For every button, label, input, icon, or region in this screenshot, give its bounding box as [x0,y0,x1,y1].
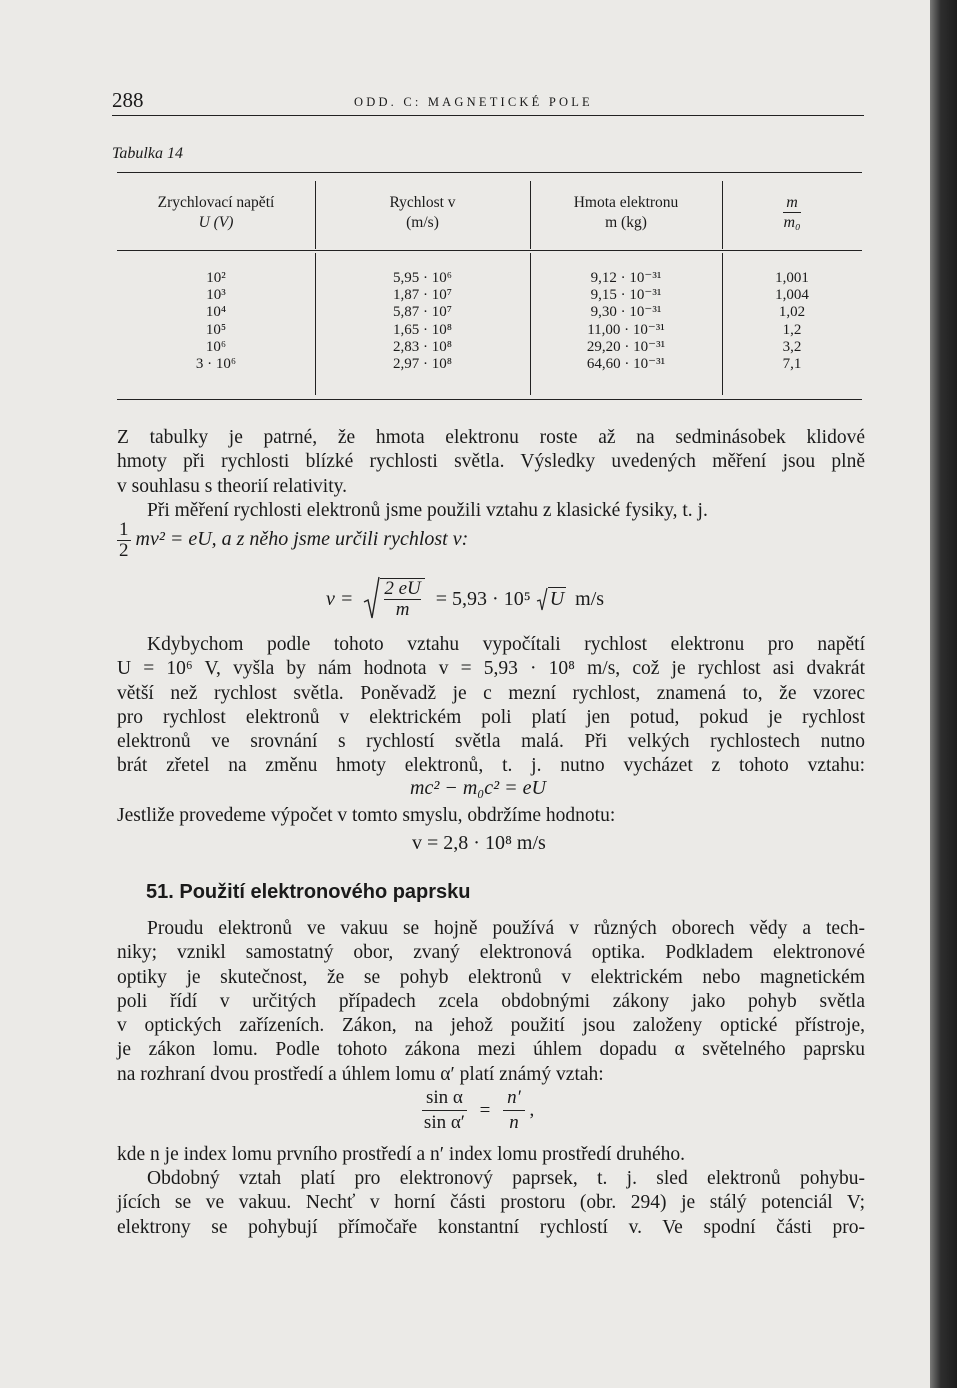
header-ratio [722,193,862,233]
snell-left-denominator: sin α′ [423,1112,465,1133]
text-line: Kdybychom podle tohoto vztahu vypočítali rychlost elektronu pro napětí [147,634,865,655]
text-line: poli řídí v určitých případech zcela obdobnými zákony jako pohyb světla [117,990,865,1012]
text-line: elektronů ve srovnání s rychlostí světla malá. Při velkých rychlostech nutno [117,731,865,753]
column-ratio [722,270,862,373]
table-cell: 9,30 · 10⁻³¹ [590,304,662,321]
paragraph-relativity [117,633,865,779]
header-mass [530,193,722,233]
table-cell: 1,65 · 10⁸ [393,321,452,338]
text-line: elektrony se pohybují přímočaře konstantní rychlostí v. Ve spodní části pro- [117,1216,865,1238]
column-voltage [117,270,315,373]
table-cell: 1,87 · 10⁷ [393,287,452,304]
radicand-denominator: m [395,599,410,620]
table-cell: 1,004 [775,287,809,304]
header-velocity [315,193,530,233]
snell-right-numerator: n′ [503,1086,525,1111]
table-cell: 7,1 [782,356,802,373]
text-line: Z tabulky je patrné, že hmota elektronu roste až na sedminásobek klidové [117,427,865,448]
paragraph-table-comment [117,426,865,523]
text-line: pro rychlost elektronů v elektrickém poli platí jen potud, pokud je rychlost [117,706,865,728]
text-line: na rozhraní dvou prostředí a úhlem lomu α′ platí známý vztah: [117,1063,604,1085]
text-line: optiky je skutečnost, že se pohyb elektronů v elektrickém nebo magnetickém [117,966,865,988]
table-cell: 11,00 · 10⁻³¹ [587,321,665,338]
header-mass-label: Hmota elektronu [573,194,679,211]
half-numerator: 1 [119,519,129,540]
data-table [117,172,862,400]
text-line: Obdobný vztah platí pro elektronový paprsek, t. j. sled elektronů pohybu- [147,1168,865,1189]
table-cell: 9,12 · 10⁻³¹ [590,270,662,286]
header-mass-unit: m (kg) [605,214,647,231]
text-line: v optických zařízeních. Zákon, na jehož použití jsou založeny optické přístroje, [117,1015,865,1037]
column-mass [530,270,722,373]
table-caption: Tabulka 14 [112,145,183,162]
snell-equals: = [479,1099,491,1121]
text-line: U = 10⁶ V, vyšla by nám hodnota v = 5,93 · 10⁸ m/s, což je rychlost asi dvakrát [117,658,865,680]
equation-lhs: v = [326,588,354,610]
table-cell: 5,95 · 10⁶ [393,270,452,286]
text-line: kde n je index lomu prvního prostředí a n′ index lomu prostředí druhého. [117,1144,686,1165]
table-cell: 64,60 · 10⁻³¹ [586,356,666,373]
header-rule [112,115,864,116]
header-voltage-unit: U (V) [198,214,234,231]
section-heading: 51. Použití elektronového paprsku [146,881,471,903]
half-fraction [117,520,131,561]
text-line: niky; vznikl samostatný obor, zvaný elektronová optika. Podkladem elektronové [117,942,865,964]
table-cell: 10⁵ [205,321,227,338]
table-cell: 2,97 · 10⁸ [393,356,452,373]
equation-rhs: = 5,93 · 10⁵ [435,588,531,610]
formula-continuation: mv² = eU, a z něho jsme určili rychlost v: [135,528,469,551]
page-header [112,88,864,118]
paragraph-electron-optics [117,917,865,1087]
radical-sign-icon [536,587,548,611]
radical-sign-icon [362,576,380,620]
snell-right-denominator: n [509,1112,519,1133]
text-line: Proudu elektronů ve vakuu se hojně používá v různých oborech vědy a tech- [147,918,865,939]
radicand-u: U [549,588,565,610]
table-cell: 10⁶ [205,338,227,355]
table-cell: 1,001 [775,270,809,286]
square-root [362,578,424,621]
table-cell: 3,2 [782,338,802,355]
table-cell: 10² [206,270,226,286]
result-equation: v = 2,8 · 10⁸ m/s [412,832,546,854]
text-line: hmoty při rychlosti blízké rychlosti světla. Výsledky uvedených měření jsou plně [117,451,865,473]
table-cell: 10⁴ [205,304,227,321]
table-cell: 1,2 [782,321,802,338]
ratio-denominator: m₀ [783,214,801,231]
table-cell: 9,15 · 10⁻³¹ [590,287,662,304]
page-edge-shadow [930,0,957,1388]
text-line: jících se ve vakuu. Nechť v horní části prostoru (obr. 294) je stálý potenciál V; [117,1192,865,1214]
text-line: Jestliže provedeme výpočet v tomto smyslu, obdržíme hodnotu: [117,805,616,826]
snell-law-equation: $\frac{\text{sin α}}{\text{sin α′}}$ = $\frac{n'}{n}$ , [423,1087,535,1133]
table-cell: 1,02 [778,304,806,321]
relativistic-equation: mc² − m₀c² = eU [410,777,546,799]
text-line: v souhlasu s theorií relativity. [117,475,347,497]
snell-left-numerator: sin α [422,1086,467,1111]
text-line: Při měření rychlosti elektronů jsme použili vztahu z klasické fysiky, t. j. [147,499,708,521]
velocity-equation [326,578,604,622]
text-line: brát zřetel na změnu hmoty elektronů, t. j. nutno vycházet z tohoto vztahu: [117,755,865,777]
header-voltage-label: Zrychlovací napětí [157,194,275,211]
snell-left-fraction [422,1086,467,1135]
header-velocity-label: Rychlost v [389,194,456,211]
text-line: je zákon lomu. Podle tohoto zákona mezi úhlem dopadu α světelného paprsku [117,1039,865,1061]
half-denominator: 2 [119,540,129,561]
page-number: 288 [112,88,144,112]
ratio-fraction [783,193,800,232]
text-line: větší než rychlost světla. Poněvadž je c mezní rychlost, znamená to, že vzorec [117,682,865,704]
table-cell: 5,87 · 10⁷ [393,304,452,321]
running-title: ODD. C: MAGNETICKÉ POLE [354,95,593,109]
table-cell: 29,20 · 10⁻³¹ [586,338,666,355]
table-cell: 10³ [206,287,226,304]
table-header-rule [117,250,862,251]
header-velocity-unit: (m/s) [406,214,439,231]
equation-unit: m/s [575,588,605,610]
square-root-u [536,588,566,611]
column-velocity [315,270,530,373]
paragraph-index-definition [117,1143,865,1167]
paragraph-electron-beam [117,1167,865,1240]
snell-right-fraction [503,1086,525,1135]
header-voltage [117,193,315,233]
radicand-numerator: 2 eU [384,578,421,599]
table-cell: 3 · 10⁶ [195,356,237,373]
ratio-numerator: m [783,193,800,213]
kinetic-energy-formula [117,520,468,561]
table-cell: 2,83 · 10⁸ [393,338,452,355]
paragraph-result-intro [117,804,865,828]
